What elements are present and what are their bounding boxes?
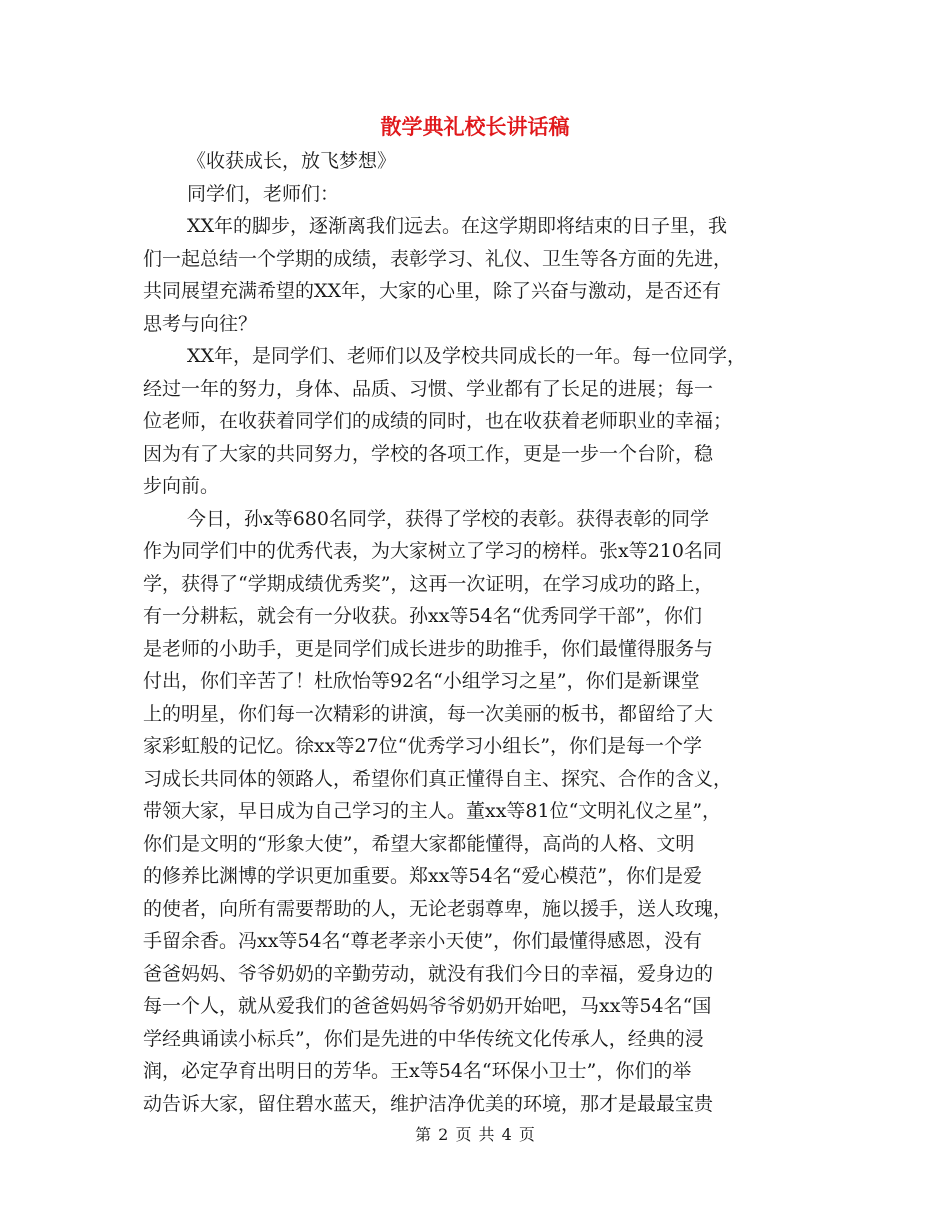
text-line: 动告诉大家，留住碧水蓝天，维护洁净优美的环境，那才是最最宝贵: [143, 1092, 714, 1115]
text-line: 带领大家，早日成为自己学习的主人。董xx等81位“文明礼仪之星”，: [143, 800, 722, 822]
text-line: 爸爸妈妈、爷爷奶奶的辛勤劳动，就没有我们今日的幸福，爱身边的: [143, 962, 714, 985]
text-line: 每一个人，就从爱我们的爸爸妈妈爷爷奶奶开始吧，马xx等54名“国: [143, 995, 712, 1017]
text-line: 位老师，在收获着同学们的成绩的同时，也在收获着老师职业的幸福；: [143, 410, 733, 432]
text-line: 是老师的小助手，更是同学们成长进步的助推手，你们最懂得服务与: [143, 637, 714, 660]
text-line: 经过一年的努力，身体、品质、习惯、学业都有了长足的进展；每一: [143, 377, 714, 400]
text-line: 学，获得了“学期成绩优秀奖”，这再一次证明，在学习成功的路上，: [143, 572, 714, 595]
text-line: 学经典诵读小标兵”，你们是先进的中华传统文化传承人，经典的浸: [143, 1027, 704, 1050]
text-line: 今日，孙x等680名同学，获得了学校的表彰。获得表彰的同学: [187, 507, 709, 530]
text-line: 因为有了大家的共同努力，学校的各项工作，更是一步一个台阶，稳: [143, 442, 714, 465]
text-line: 习成长共同体的领路人，希望你们真正懂得自主、探究、合作的含义，: [143, 767, 733, 790]
text-line: 有一分耕耘，就会有一分收获。孙xx等54名“优秀同学干部”，你们: [143, 605, 703, 627]
text-line: XX年，是同学们、老师们以及学校共同成长的一年。每一位同学，: [187, 345, 747, 367]
text-line: 付出，你们辛苦了！杜欣怡等92名“小组学习之星”，你们是新课堂: [143, 670, 700, 692]
text-line: 上的明星，你们每一次精彩的讲演，每一次美丽的板书，都留给了大: [143, 702, 714, 725]
text-line: 同学们，老师们：: [187, 182, 340, 205]
document-title: 散学典礼校长讲话稿: [380, 115, 570, 139]
page-footer: 第 2 页 共 4 页: [415, 1125, 535, 1144]
text-line: 们一起总结一个学期的成绩，表彰学习、礼仪、卫生等各方面的先进，: [143, 247, 733, 270]
text-line: 步向前。: [143, 475, 220, 497]
document-body: [143, 145, 819, 1120]
text-line: 共同展望充满希望的XX年，大家的心里，除了兴奋与激动，是否还有: [143, 280, 722, 302]
text-line: 你们是文明的“形象大使”，希望大家都能懂得，高尚的人格、文明: [143, 832, 695, 855]
text-line: 《收获成长，放飞梦想》: [187, 150, 397, 172]
text-line: XX年的脚步，逐渐离我们远去。在这学期即将结束的日子里，我: [187, 215, 728, 237]
text-line: 润，必定孕育出明日的芳华。王x等54名“环保小卫士”，你们的举: [143, 1060, 692, 1082]
text-line: 的使者，向所有需要帮助的人，无论老弱尊卑，施以援手，送人玫瑰，: [143, 897, 733, 920]
text-line: 的修养比渊博的学识更加重要。郑xx等54名“爱心模范”，你们是爱: [143, 865, 703, 887]
text-line: 作为同学们中的优秀代表，为大家树立了学习的榜样。张x等210名同: [143, 540, 722, 562]
text-line: 思考与向往？: [143, 312, 258, 335]
text-line: 手留余香。冯xx等54名“尊老孝亲小天使”，你们最懂得感恩，没有: [143, 930, 703, 952]
text-line: 家彩虹般的记忆。徐xx等27位“优秀学习小组长”，你们是每一个学: [143, 735, 703, 757]
